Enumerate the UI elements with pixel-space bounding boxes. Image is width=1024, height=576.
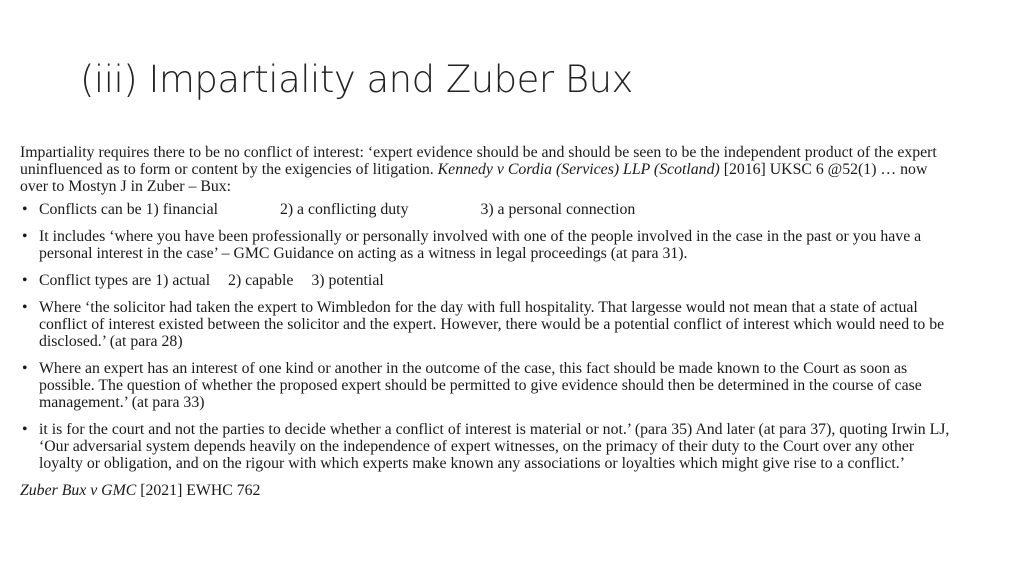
footer-case-name: Zuber Bux v GMC — [20, 482, 137, 499]
bullet-wimbledon — [20, 299, 950, 350]
bullet-icon: • — [22, 421, 28, 438]
bullet-icon: • — [22, 360, 28, 377]
bullet-gmc-guidance — [20, 228, 950, 262]
bullet-conflict-types — [20, 272, 950, 289]
bullet-court-decides — [20, 421, 950, 472]
bullet-gmc-guidance-text: It includes ‘where you have been professionally or personally involved with one of the people involved in the case in the past or you have a personal interest in the case’ – GMC Guidance on acting as a witness in legal proceedings (at para 31). — [39, 228, 922, 262]
intro-case-rest: [2016] UKSC 6 @52(1) … now over to Mostyn J in Zuber – Bux: — [20, 161, 928, 195]
bullet-icon: • — [22, 228, 28, 245]
bullet-conflict-types-lead: Conflict types are — [39, 272, 152, 289]
bullet-expert-interest — [20, 360, 950, 411]
bullet-court-decides-text: it is for the court and not the parties to decide whether a conflict of interest is material or not.’ (para 35) And later (at para 37), quoting Irwin LJ, ‘Our adversarial system depends heavily on the independence of expert witnesses, on the primacy of their duty to the Court over any other loyalty or obligation, and on the rigour with which experts make known any associations or loyalties which might give rise to a conflict.’ — [39, 421, 950, 472]
intro-case-citation: Kennedy v Cordia (Services) LLP (Scotland) — [437, 161, 720, 178]
bullet-icon: • — [22, 272, 28, 289]
bullet-wimbledon-text: Where ‘the solicitor had taken the expert to Wimbledon for the day with full hospitality. That largesse would not mean that a state of actual conflict of interest existed between the solicitor and the expert. However, there would be a potential conflict of interest which would need to be disclosed.’ (at para 28) — [39, 299, 945, 350]
slide-body — [20, 144, 950, 499]
bullet-conflicts-item-2: 2) a conflicting duty — [279, 201, 409, 218]
bullet-conflicts-lead: Conflicts can be — [39, 201, 142, 218]
bullet-conflicts — [20, 201, 950, 218]
bullet-icon: • — [22, 201, 28, 218]
bullet-conflict-types-item-2: 2) capable — [228, 272, 294, 289]
bullet-conflict-types-item-1: 1) actual — [155, 272, 211, 289]
bullet-conflicts-item-1: 1) financial — [145, 201, 218, 218]
slide-title: (iii) Impartiality and Zuber Bux — [80, 58, 633, 101]
bullet-icon: • — [22, 299, 28, 316]
intro-text: Impartiality requires there to be no conflict of interest: ‘expert evidence should be and should be seen to be the independent product of the expert uninfluenced as to form or content by the exigencies of litigation. — [20, 144, 937, 178]
footer-citation — [20, 482, 950, 499]
bullet-conflicts-item-3: 3) a personal connection — [480, 201, 636, 218]
bullet-conflict-types-item-3: 3) potential — [311, 272, 384, 289]
intro-paragraph — [20, 144, 950, 195]
bullet-list — [20, 201, 950, 472]
bullet-expert-interest-text: Where an expert has an interest of one kind or another in the outcome of the case, this fact should be made known to the Court as soon as possible. The question of whether the proposed expert should be permitted to give evidence should then be determined in the course of case management.’ (at para 33) — [39, 360, 922, 411]
footer-case-rest: [2021] EWHC 762 — [140, 482, 261, 499]
